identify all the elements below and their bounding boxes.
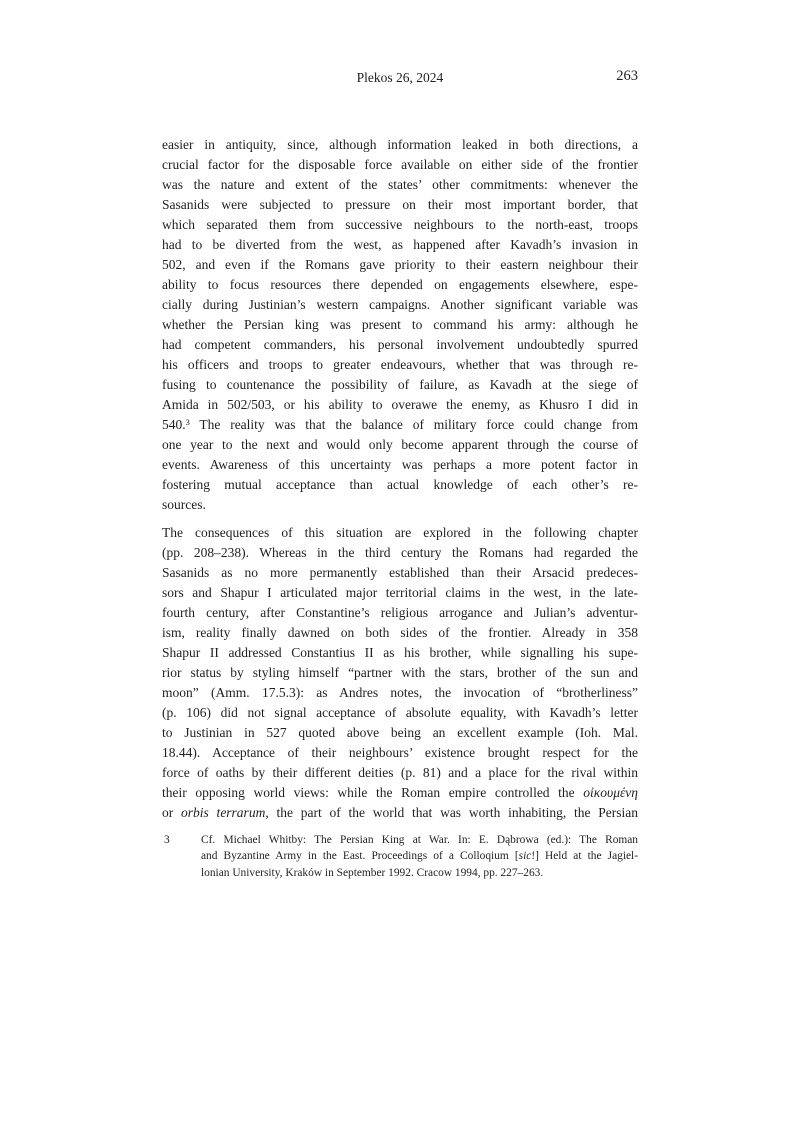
text-line	[162, 583, 638, 603]
text-segment: Sasanids as no more permanently established than their Arsacid predeces-	[162, 565, 638, 580]
text-line	[162, 195, 638, 215]
text-line	[162, 155, 638, 175]
text-segment: rior status by styling himself “partner with the stars, brother of the sun and	[162, 665, 638, 680]
running-head-journal: Plekos 26, 2024	[356, 70, 444, 85]
italic-text: orbis terrarum	[181, 805, 266, 820]
text-line	[162, 803, 638, 823]
footnote-reference: 3	[185, 418, 190, 428]
text-segment: had to be diverted from the west, as happened after Kavadh’s invasion in	[162, 237, 638, 252]
page-number: 263	[616, 68, 638, 84]
text-line	[162, 235, 638, 255]
text-line	[201, 832, 638, 848]
text-segment: ability to focus resources there depended on engagements elsewhere, espe-	[162, 277, 638, 292]
paragraph-2	[162, 523, 638, 823]
text-segment: which separated them from successive neighbours to the north-east, troops	[162, 217, 638, 232]
body-text	[162, 135, 638, 823]
text-line	[162, 435, 638, 455]
text-line	[201, 848, 638, 864]
text-line	[162, 703, 638, 723]
text-line	[162, 475, 638, 495]
text-segment: or	[162, 805, 182, 820]
paragraph-1	[162, 135, 638, 515]
text-line	[162, 743, 638, 763]
text-segment: Shapur II addressed Constantius II as his brother, while signalling his supe-	[162, 645, 638, 660]
text-segment: The consequences of this situation are explored in the following chapter	[162, 525, 638, 540]
text-segment: 540.	[162, 417, 186, 432]
text-line	[162, 663, 638, 683]
italic-text: sic	[518, 850, 532, 863]
text-line	[162, 523, 638, 543]
text-line	[162, 215, 638, 235]
text-segment: 18.44). Acceptance of their neighbours’ existence brought respect for the	[162, 745, 638, 760]
text-line	[162, 763, 638, 783]
text-line	[162, 563, 638, 583]
text-line	[162, 415, 638, 435]
text-segment: !] Held at the Jagiel-	[531, 850, 638, 863]
text-segment: had competent commanders, his personal involvement undoubtedly spurred	[162, 337, 638, 352]
text-line	[162, 783, 638, 803]
text-line	[162, 375, 638, 395]
text-segment: crucial factor for the disposable force available on either side of the frontier	[162, 157, 638, 172]
text-line	[162, 603, 638, 623]
text-line	[162, 175, 638, 195]
text-line	[162, 355, 638, 375]
text-segment: events. Awareness of this uncertainty was perhaps a more potent factor in	[162, 457, 638, 472]
text-segment: sors and Shapur I articulated major territorial claims in the west, in the late-	[162, 585, 638, 600]
text-segment: , the part of the world that was worth inhabiting, the Persian	[265, 805, 638, 820]
text-segment: fostering mutual acceptance than actual knowledge of each other’s re-	[162, 477, 638, 492]
text-segment: whether the Persian king was present to command his army: although he	[162, 317, 638, 332]
text-line	[162, 295, 638, 315]
text-segment: The reality was that the balance of military force could change from	[189, 417, 638, 432]
text-line	[162, 395, 638, 415]
text-segment: easier in antiquity, since, although information leaked in both directions, a	[162, 137, 638, 152]
text-segment: moon” (Amm. 17.5.3): as Andres notes, the invocation of “brotherliness”	[162, 685, 638, 700]
italic-text: οἰκουμένη	[583, 785, 638, 800]
footnote	[162, 832, 638, 881]
text-line	[162, 495, 638, 515]
text-segment: one year to the next and would only become apparent through the course of	[162, 437, 638, 452]
footnote-number: 3	[164, 834, 170, 846]
text-segment: lonian University, Kraków in September 1992. Cracow 1994, pp. 227–263.	[201, 866, 544, 879]
text-line	[162, 335, 638, 355]
text-segment: force of oaths by their different deities (p. 81) and a place for the rival within	[162, 765, 638, 780]
text-line	[162, 623, 638, 643]
text-line	[162, 135, 638, 155]
text-segment: Amida in 502/503, or his ability to overawe the enemy, as Khusro I did in	[162, 397, 638, 412]
text-segment: (p. 106) did not signal acceptance of absolute equality, with Kavadh’s letter	[162, 705, 638, 720]
text-segment: fusing to countenance the possibility of failure, as Kavadh at the siege of	[162, 377, 638, 392]
text-segment: cially during Justinian’s western campaigns. Another significant variable was	[162, 297, 638, 312]
text-line	[162, 455, 638, 475]
text-line	[162, 315, 638, 335]
text-segment: his officers and troops to greater endeavours, whether that was through re-	[162, 357, 638, 372]
text-segment: (pp. 208–238). Whereas in the third century the Romans had regarded the	[162, 545, 638, 560]
text-segment: fourth century, after Constantine’s religious arrogance and Julian’s adventur-	[162, 605, 638, 620]
text-line	[162, 643, 638, 663]
text-segment: to Justinian in 527 quoted above being an excellent example (Ioh. Mal.	[162, 725, 638, 740]
footnote-text	[162, 832, 638, 881]
text-line	[162, 275, 638, 295]
text-segment: sources.	[162, 497, 206, 512]
text-line	[162, 255, 638, 275]
text-line	[162, 723, 638, 743]
text-segment: ism, reality finally dawned on both sides of the frontier. Already in 358	[162, 625, 638, 640]
text-line	[201, 865, 638, 881]
text-segment: 502, and even if the Romans gave priority to their eastern neighbour their	[162, 257, 638, 272]
text-segment: Sasanids were subjected to pressure on their most important border, that	[162, 197, 638, 212]
text-segment: was the nature and extent of the states’ other commitments: whenever the	[162, 177, 638, 192]
text-segment: Cf. Michael Whitby: The Persian King at War. In: E. Dąbrowa (ed.): The Roman	[201, 834, 638, 846]
text-segment: their opposing world views: while the Roman empire controlled the	[162, 785, 584, 800]
text-line	[162, 683, 638, 703]
text-line	[162, 543, 638, 563]
text-segment: and Byzantine Army in the East. Proceedings of a Colloqium [	[201, 850, 519, 863]
